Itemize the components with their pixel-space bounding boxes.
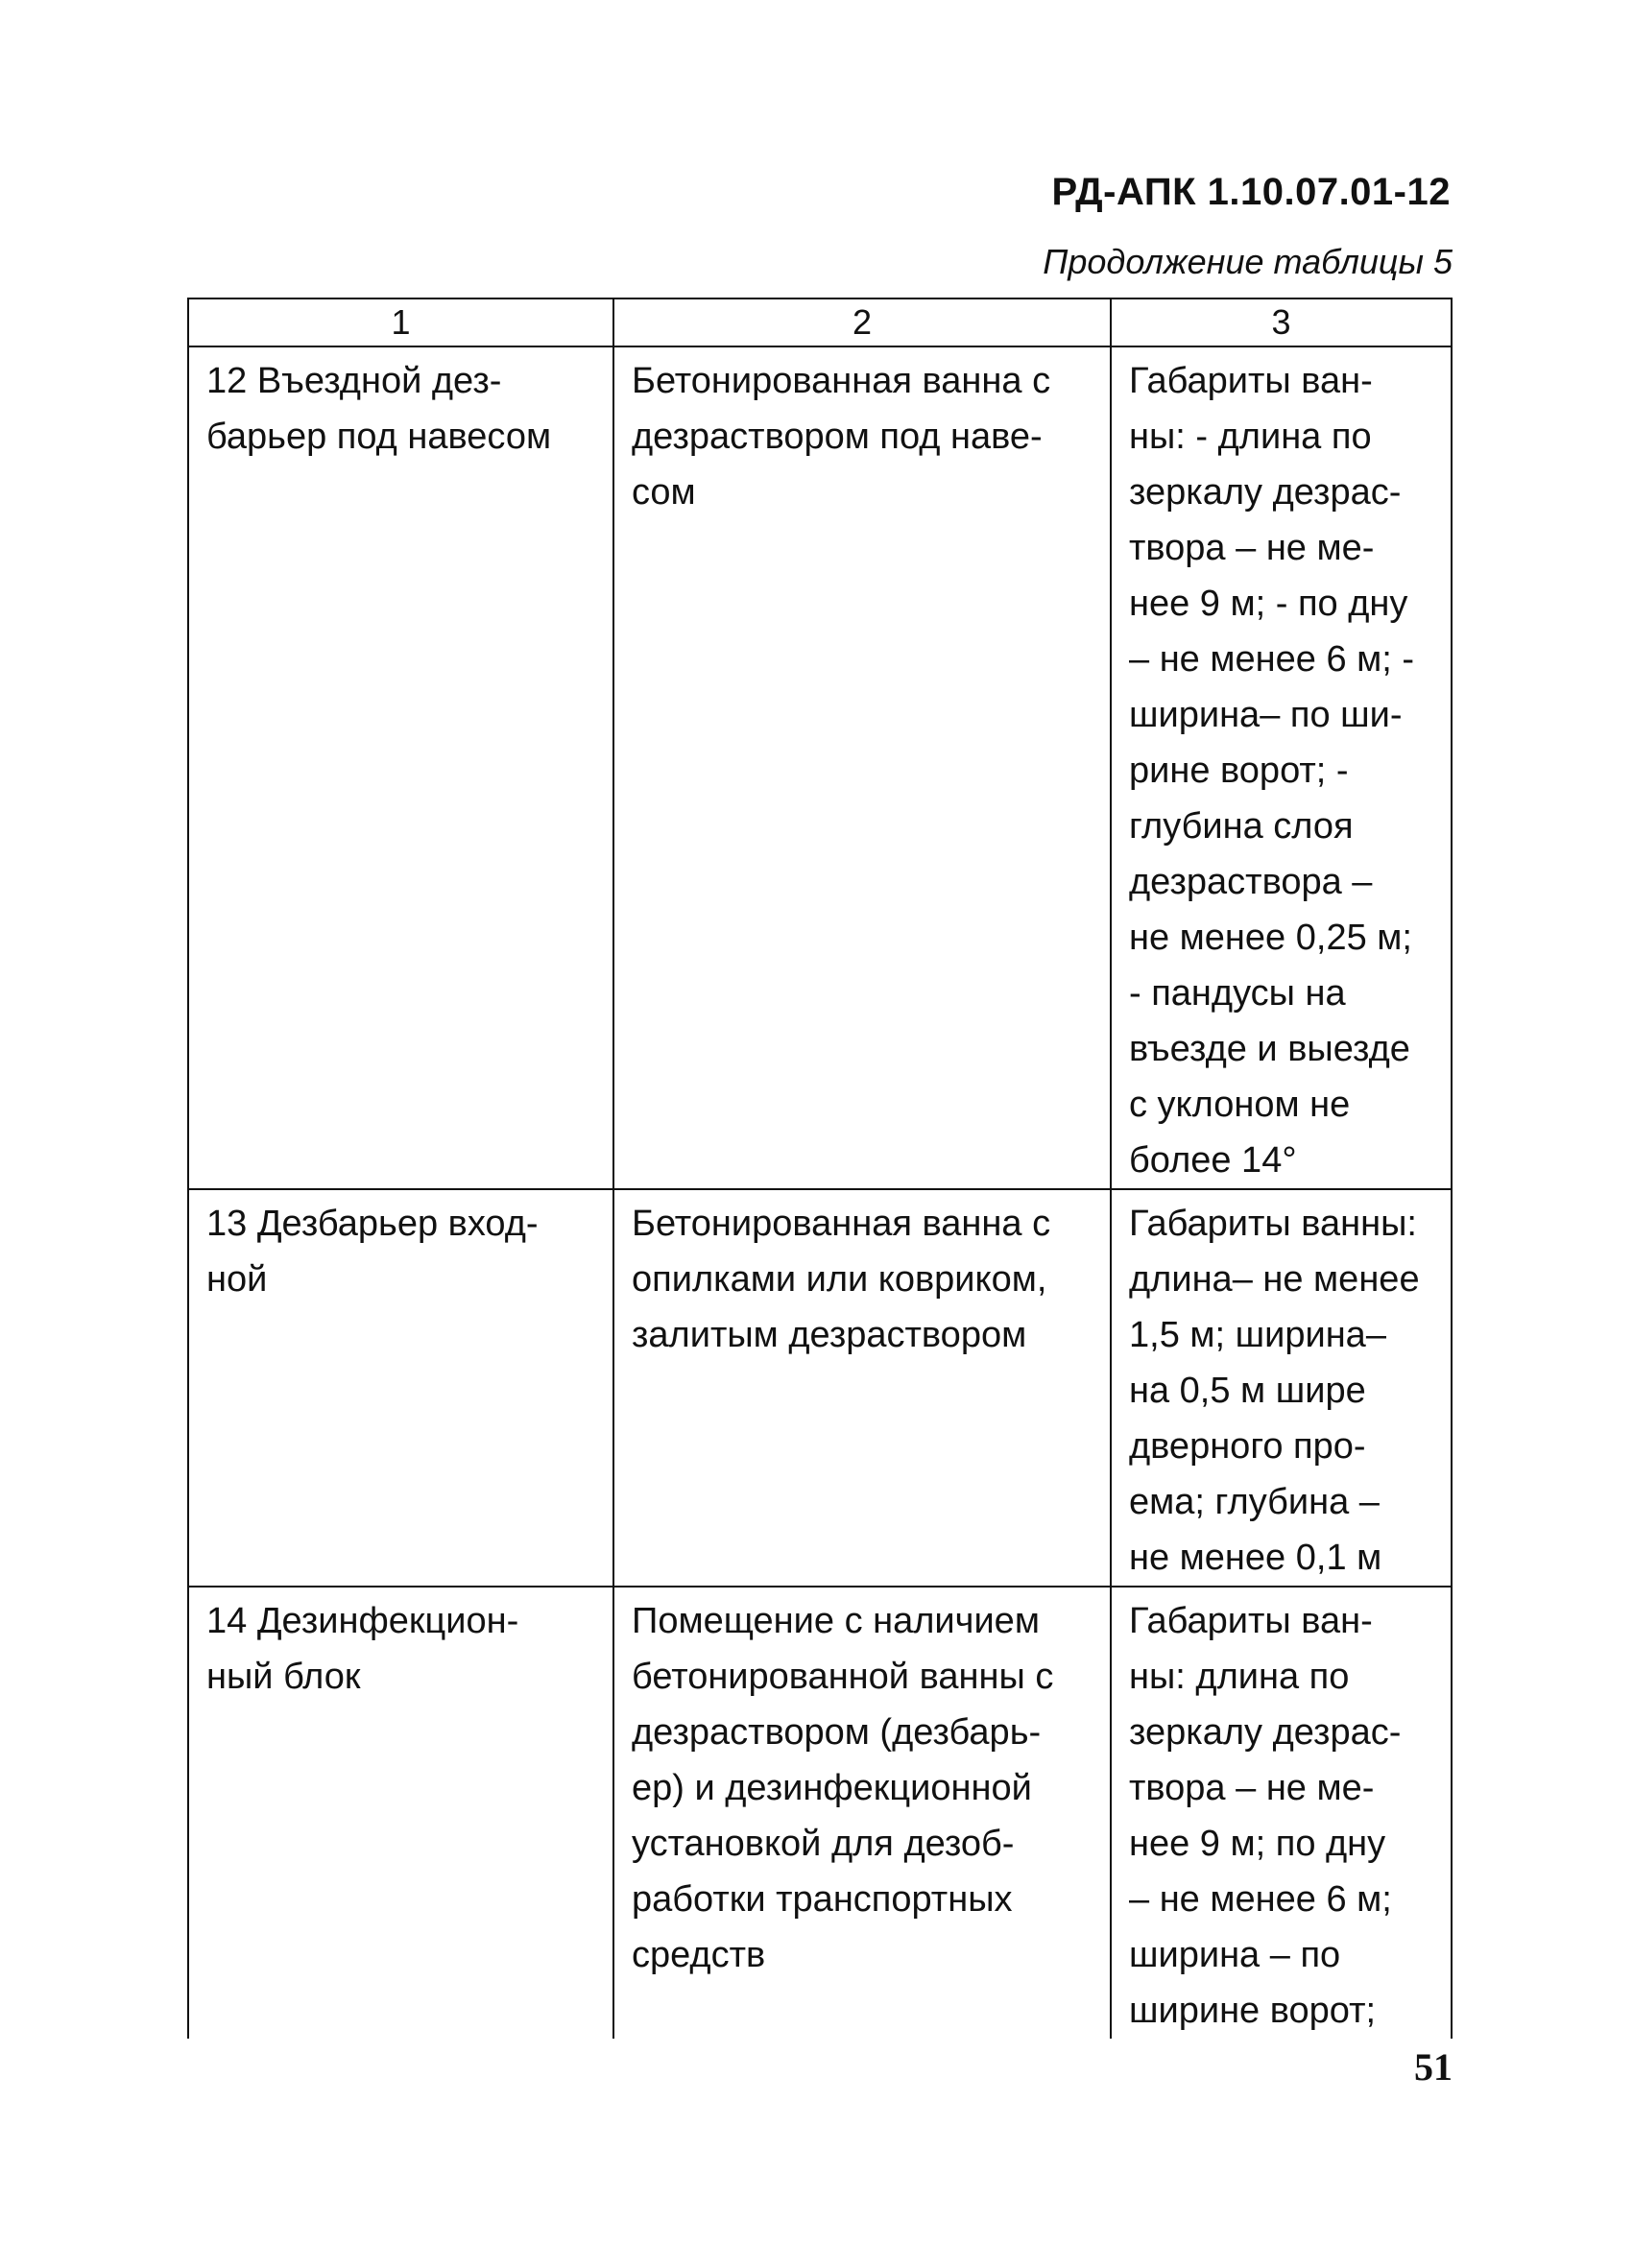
table-cell — [188, 1189, 613, 1587]
cell-text: Габариты ван- ны: длина по зеркалу дезрас- твора – не ме- нее 9 м; по дну – не менее 6 м; ширина – по ширине ворот; — [1129, 1601, 1402, 2031]
page-number: 51 — [1414, 2045, 1453, 2089]
table-cell — [1111, 1189, 1452, 1587]
table-row — [188, 1189, 1452, 1587]
table-cell — [613, 1587, 1111, 2039]
table-cell — [188, 346, 613, 1189]
table-header-row — [188, 298, 1452, 346]
table-cell — [188, 1587, 613, 2039]
cell-text: 14 Дезинфекцион- ный блок — [206, 1601, 519, 1697]
table-caption: Продолжение таблицы 5 — [1043, 242, 1453, 281]
cell-text: Помещение с наличием бетонированной ванны с дезраствором (дезбарь- ер) и дезинфекционной установкой для дезоб- работки транспортных средств — [632, 1601, 1054, 1975]
table-cell — [613, 1189, 1111, 1587]
cell-text: Габариты ванны: длина– не менее 1,5 м; ширина– на 0,5 м шире дверного про- ема; глубина – не менее 0,1 м — [1129, 1204, 1420, 1578]
cell-text: Бетонированная ванна с опилками или ковриком, залитым дезраствором — [632, 1204, 1051, 1355]
table-cell — [1111, 346, 1452, 1189]
column-header-1: 1 — [188, 298, 613, 346]
cell-text: 13 Дезбарьер вход- ной — [206, 1204, 539, 1300]
cell-text: 12 Въездной дез- барьер под навесом — [206, 361, 552, 457]
table-cell — [613, 346, 1111, 1189]
column-header-3: 3 — [1111, 298, 1452, 346]
table-row — [188, 1587, 1452, 2039]
cell-text: Бетонированная ванна с дезраствором под наве- сом — [632, 361, 1051, 513]
requirements-table — [187, 298, 1453, 2039]
cell-text: Габариты ван- ны: - длина по зеркалу дезрас- твора – не ме- нее 9 м; - по дну – не менее 6 м; - ширина– по ши- рине ворот; - глубина слоя дезраствора – не менее 0,25 м; - пандусы на въезде и выезде с уклоном не более 14° — [1129, 361, 1415, 1181]
column-header-2: 2 — [613, 298, 1111, 346]
document-code: РД-АПК 1.10.07.01-12 — [1051, 171, 1451, 213]
table-row — [188, 346, 1452, 1189]
table-cell — [1111, 1587, 1452, 2039]
